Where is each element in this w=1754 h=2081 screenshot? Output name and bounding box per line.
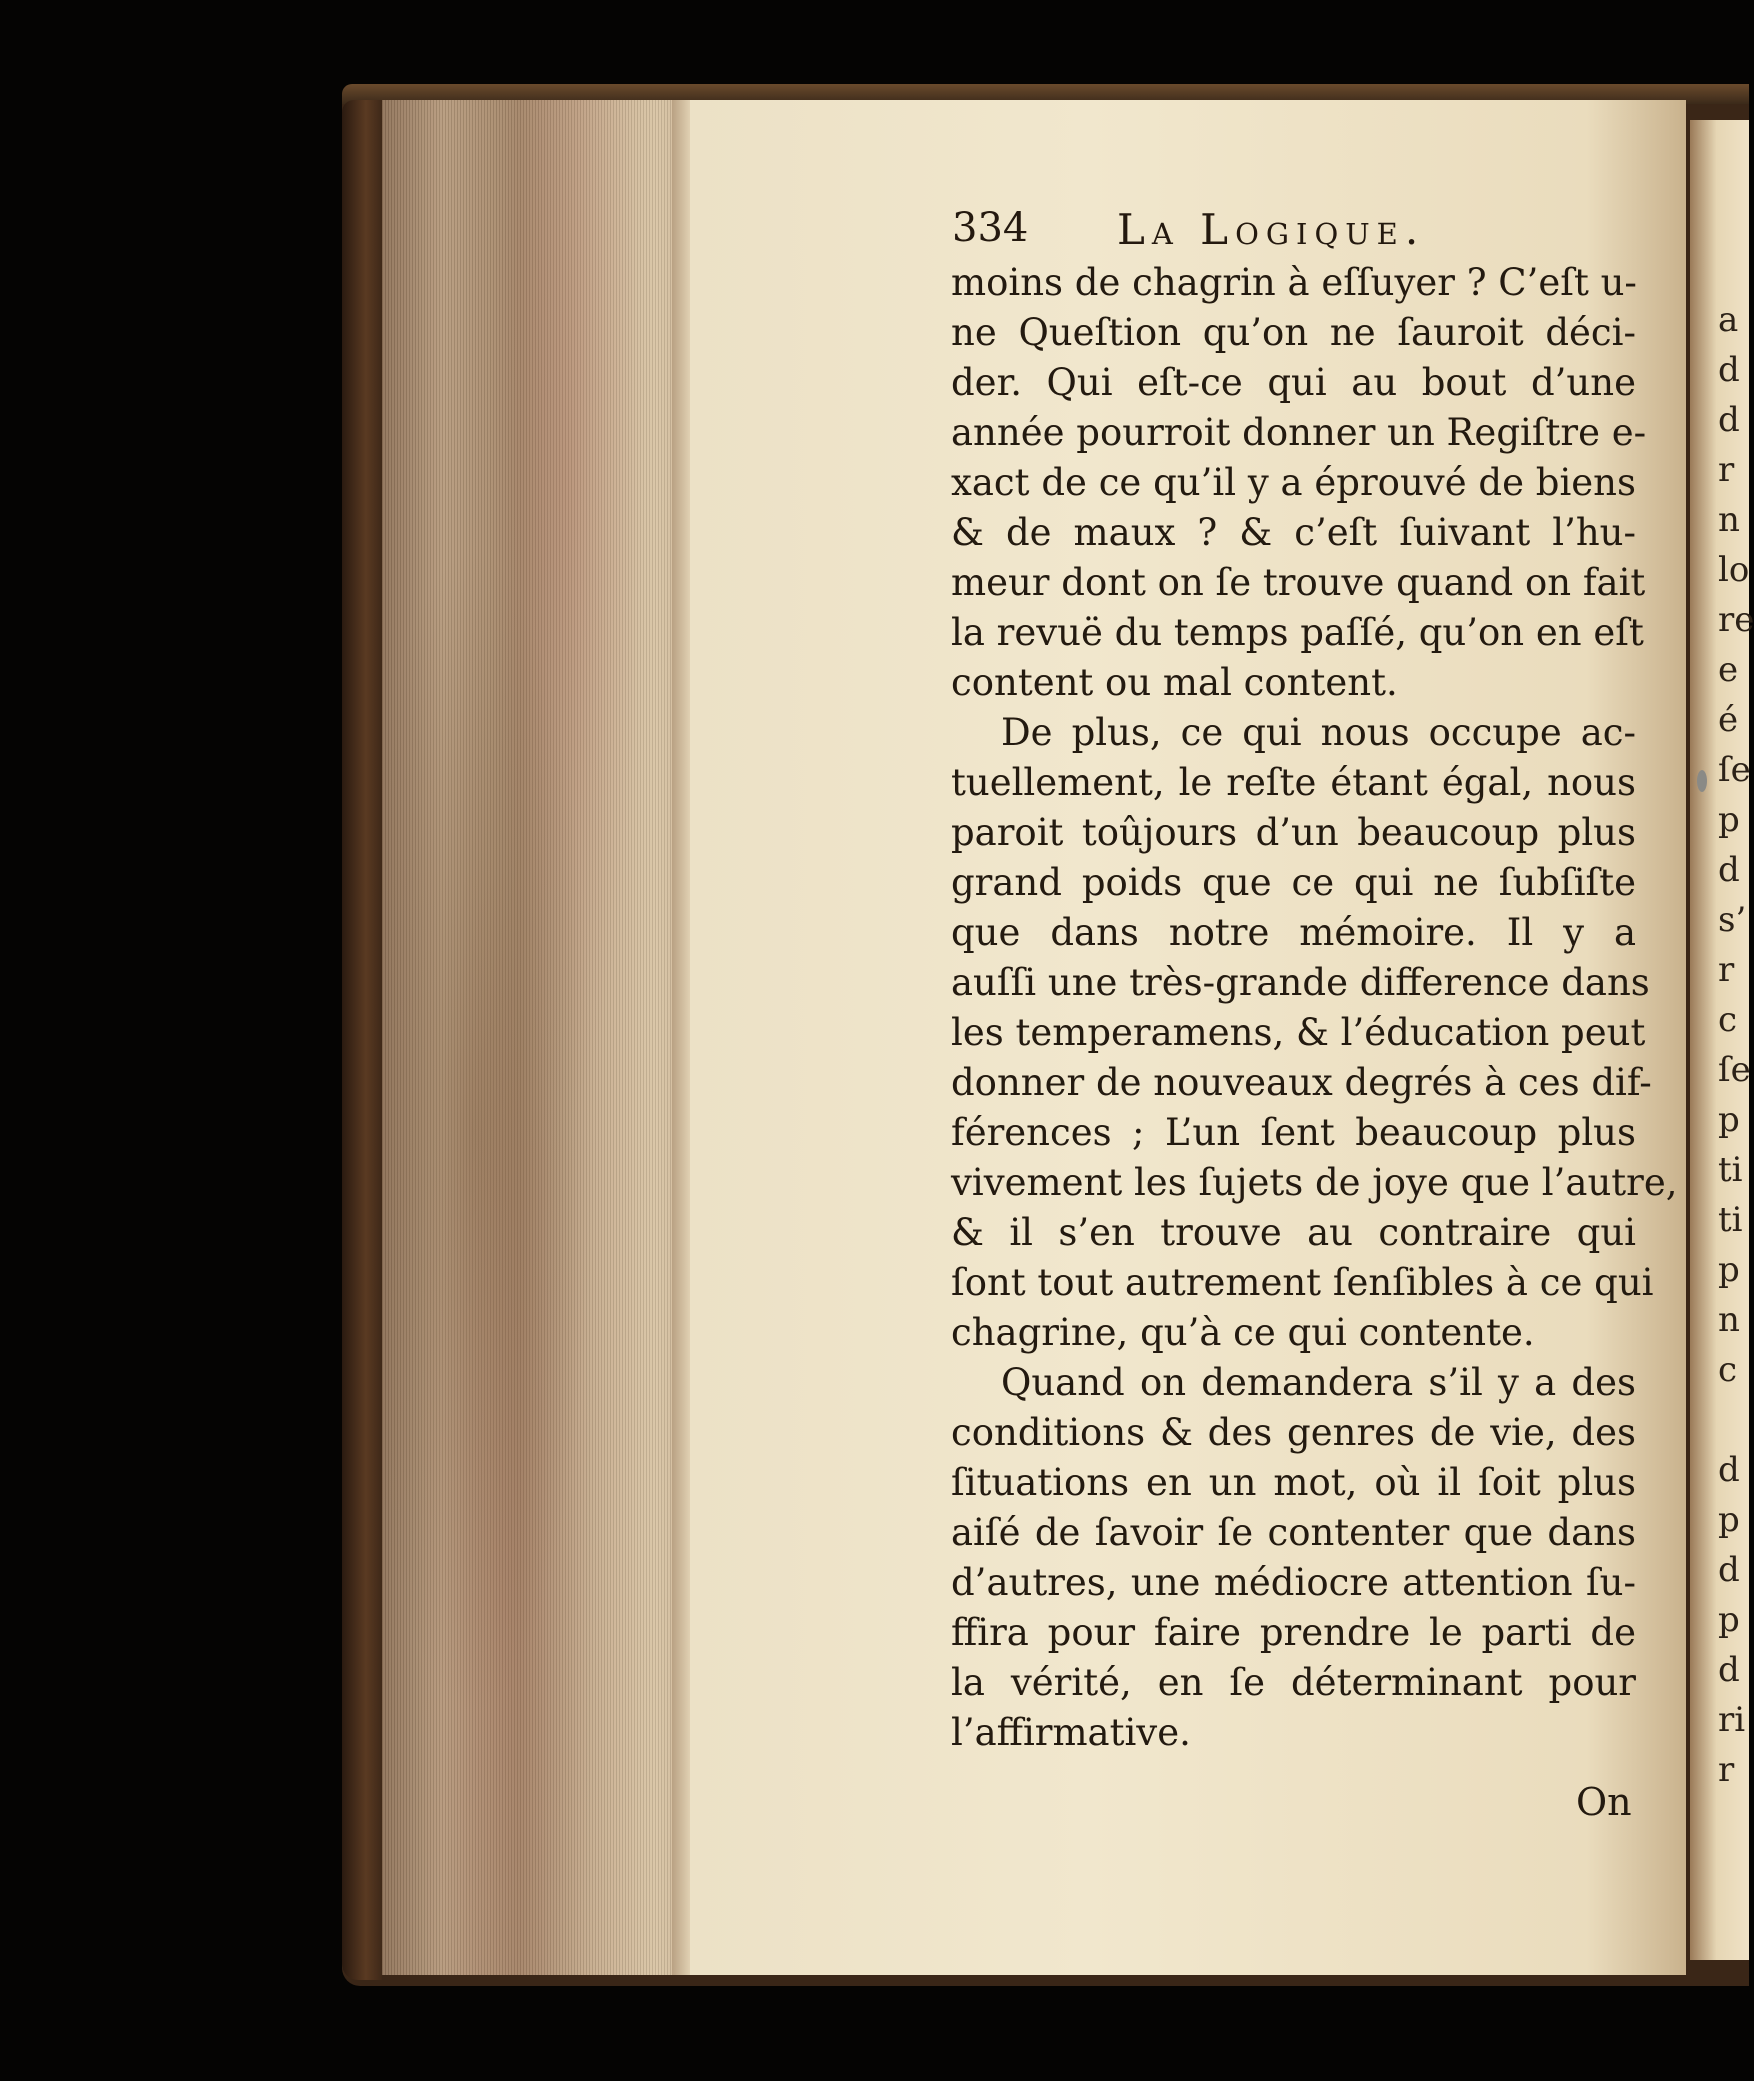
paper-spot <box>1697 770 1707 792</box>
text-line: ne Queſtion qu’on ne ſauroit déci- <box>951 311 1636 354</box>
facing-page-letter: d <box>1718 1550 1740 1590</box>
page-number: 334 <box>952 205 1029 251</box>
facing-page-letter: d <box>1718 1450 1740 1490</box>
facing-page-letter: lo <box>1718 550 1750 590</box>
facing-page-letter: n <box>1718 1300 1740 1340</box>
facing-page-letter: d <box>1718 400 1740 440</box>
facing-page-letter: d <box>1718 1650 1740 1690</box>
facing-page-letter: p <box>1718 800 1740 840</box>
text-line: férences ; L’un ſent beaucoup plus <box>951 1111 1636 1154</box>
text-line: que dans notre mémoire. Il y a <box>951 911 1636 954</box>
catchword: On <box>1576 1780 1632 1824</box>
page-edges <box>382 100 687 1975</box>
text-line: xact de ce qu’il y a éprouvé de biens <box>951 461 1636 504</box>
text-line: ffira pour faire prendre le parti de <box>951 1611 1636 1654</box>
facing-page-letter: s’ <box>1718 900 1747 940</box>
facing-page-letter: c <box>1718 1350 1738 1390</box>
text-line: conditions & des genres de vie, des <box>951 1411 1636 1454</box>
text-line: grand poids que ce qui ne ſubſiſte <box>951 861 1636 904</box>
facing-page-letter: p <box>1718 1250 1740 1290</box>
text-line: année pourroit donner un Regiſtre e- <box>951 411 1647 454</box>
facing-page-letter: d <box>1718 350 1740 390</box>
text-line: content ou mal content. <box>951 661 1398 704</box>
facing-page-letter: ti <box>1718 1200 1743 1240</box>
text-line: donner de nouveaux degrés à ces dif- <box>951 1061 1652 1104</box>
facing-page-letter: ri <box>1718 1700 1746 1740</box>
text-line: l’affirmative. <box>951 1711 1191 1754</box>
running-title: La Logique. <box>1117 205 1426 254</box>
text-line: paroit toûjours d’un beaucoup plus <box>951 811 1636 854</box>
facing-page-letter: e <box>1718 650 1739 690</box>
text-line: tuellement, le reſte étant égal, nous <box>951 761 1636 804</box>
text-line: les temperamens, & l’éducation peut <box>951 1011 1646 1054</box>
facing-page-text <box>1718 295 1754 1795</box>
facing-page-letter: p <box>1718 1100 1740 1140</box>
page-gutter <box>672 100 692 1975</box>
facing-page-letter: é <box>1718 700 1739 740</box>
text-line: vivement les ſujets de joye que l’autre, <box>951 1161 1678 1204</box>
text-line: der. Qui eſt-ce qui au bout d’une <box>951 361 1636 404</box>
facing-page-letter: d <box>1718 850 1740 890</box>
text-line: auſſi une très-grande difference dans <box>951 961 1650 1004</box>
text-line: chagrine, qu’à ce qui contente. <box>951 1311 1535 1354</box>
text-line: & il s’en trouve au contraire qui <box>951 1211 1636 1254</box>
text-line: la vérité, en ſe déterminant pour <box>951 1661 1636 1704</box>
facing-page-letter: n <box>1718 500 1740 540</box>
text-line: d’autres, une médiocre attention ſu- <box>951 1561 1636 1604</box>
book-spine <box>342 100 382 1980</box>
facing-page-letter: ſe <box>1718 750 1751 790</box>
facing-page-letter <box>1718 1395 1754 1445</box>
page-header <box>952 205 1532 265</box>
text-line: & de maux ? & c’eſt ſuivant l’hu- <box>951 511 1636 554</box>
facing-page-letter: r <box>1718 1750 1735 1790</box>
facing-page-letter: r <box>1718 450 1735 490</box>
text-line: meur dont on ſe trouve quand on fait <box>951 561 1646 604</box>
facing-page-letter: ti <box>1718 1150 1743 1190</box>
text-line: ſont tout autrement ſenſibles à ce qui <box>951 1261 1654 1304</box>
text-line: Quand on demandera s’il y a des <box>1001 1361 1636 1404</box>
facing-page-letter: a <box>1718 300 1739 340</box>
facing-page-letter: p <box>1718 1500 1740 1540</box>
facing-page-letter: p <box>1718 1600 1740 1640</box>
facing-page-letter: ſe <box>1718 1050 1751 1090</box>
body-text <box>951 258 1678 1758</box>
text-line: aiſé de ſavoir ſe contenter que dans <box>951 1511 1636 1554</box>
text-line: moins de chagrin à eſſuyer ? C’eſt u- <box>951 261 1637 304</box>
text-line: la revuë du temps paſſé, qu’on en eſt <box>951 611 1644 654</box>
facing-page-letter: c <box>1718 1000 1738 1040</box>
text-line: De plus, ce qui nous occupe ac- <box>1001 711 1636 754</box>
text-line: ſituations en un mot, où il ſoit plus <box>951 1461 1636 1504</box>
facing-page <box>1690 120 1754 1960</box>
facing-page-letter: r <box>1718 950 1735 990</box>
facing-page-letter: re <box>1718 600 1754 640</box>
